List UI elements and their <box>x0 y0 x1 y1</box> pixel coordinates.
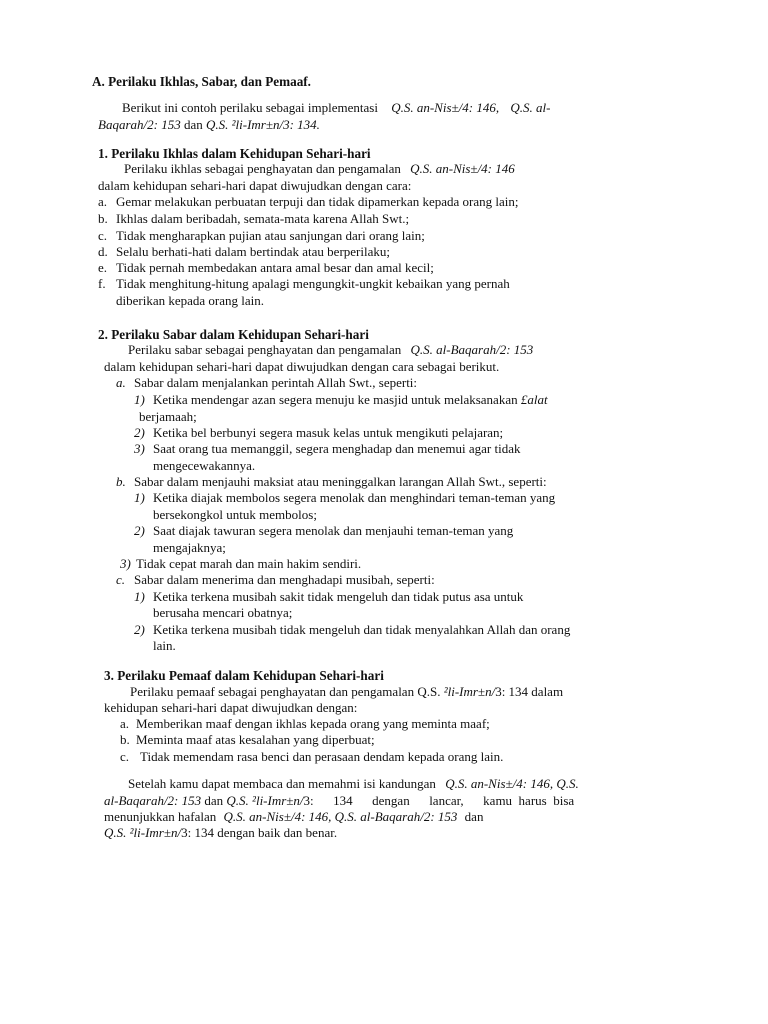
section-a-title: A. Perilaku Ikhlas, Sabar, dan Pemaaf. <box>92 74 311 89</box>
numbered-item: Ketika terkena musibah tidak mengeluh dan tidak menyalahkan Allah dan orang <box>153 622 571 637</box>
list-item-continuation: diberikan kepada orang lain. <box>116 293 264 308</box>
closing-line1 <box>128 776 579 793</box>
numbered-label: 1) <box>134 392 145 407</box>
closing-text: Setelah kamu dapat membaca dan memahmi isi kandungan <box>128 776 436 791</box>
numbered-item-text: Ketika mendengar azan segera menuju ke masjid untuk melaksanakan <box>153 392 518 407</box>
ref-ali-imran: Q.S. ²li-Imr±n/ <box>104 825 182 840</box>
ref-annisa-albaqarah: Q.S. an-Nis±/4: 146, Q.S. <box>445 776 579 791</box>
section-2-intro-line1 <box>128 342 533 359</box>
section-3-title: 3. Perilaku Pemaaf dalam Kehidupan Sehari-hari <box>104 668 384 683</box>
section-3-intro-line2: kehidupan sehari-hari dapat diwujudkan dengan: <box>104 700 358 715</box>
closing-text: menunjukkan hafalan <box>104 809 217 824</box>
numbered-label: 3) <box>120 556 131 571</box>
list-item-label: b. <box>120 732 130 747</box>
section-1-intro-line2: dalam kehidupan sehari-hari dapat diwujudkan dengan cara: <box>98 178 412 193</box>
numbered-label: 1) <box>134 490 145 505</box>
conjunction-dan: dan <box>183 117 203 132</box>
list-item: Tidak mengharapkan pujian atau sanjungan dari orang lain; <box>116 228 425 243</box>
sublist-heading: Sabar dalam menerima dan menghadapi musibah, seperti: <box>134 572 435 587</box>
ref-albaqarah: al-Baqarah/2: 153 <box>104 793 202 808</box>
numbered-item-continuation: berusaha mencari obatnya; <box>153 605 293 620</box>
list-item: Meminta maaf atas kesalahan yang diperbuat; <box>136 732 375 747</box>
section-1-title: 1. Perilaku Ikhlas dalam Kehidupan Sehari-hari <box>98 146 371 161</box>
numbered-item-continuation: berjamaah; <box>139 409 197 424</box>
sublist-label: c. <box>116 572 126 587</box>
numbered-item-continuation: mengajaknya; <box>153 540 226 555</box>
numbered-item: Saat diajak tawuran segera menolak dan menjauhi teman-teman yang <box>153 523 514 538</box>
closing-text: 3: 134 dengan lancar, kamu harus bisa <box>303 793 575 808</box>
ref-annisa: Q.S. an-Nis±/4: 146, <box>391 100 500 115</box>
ref-albaqarah-part2: Baqarah/2: 153 <box>98 117 181 132</box>
numbered-label: 1) <box>134 589 145 604</box>
numbered-item-continuation: lain. <box>153 638 176 653</box>
section-3-intro-text: Perilaku pemaaf sebagai penghayatan dan pengamalan Q.S. <box>130 684 441 699</box>
numbered-item: Ketika terkena musibah sakit tidak mengeluh dan tidak putus asa untuk <box>153 589 524 604</box>
ref-ali-imran: ²li-Imr±n/ <box>443 684 496 699</box>
ref-annisa: Q.S. an-Nis±/4: 146 <box>410 161 515 176</box>
numbered-label: 2) <box>134 523 145 538</box>
closing-line2 <box>104 793 574 810</box>
sublist-label: b. <box>116 474 126 489</box>
section-a-intro-line2 <box>98 117 320 134</box>
section-3-intro-line1 <box>130 684 563 701</box>
numbered-item-continuation: mengecewakannya. <box>153 458 256 473</box>
section-2-title: 2. Perilaku Sabar dalam Kehidupan Sehari-hari <box>98 327 369 342</box>
numbered-item: Tidak cepat marah dan main hakim sendiri. <box>136 556 362 571</box>
list-item-label: b. <box>98 211 108 226</box>
numbered-label: 2) <box>134 622 145 637</box>
list-item: Selalu berhati-hati dalam bertindak atau berperilaku; <box>116 244 390 259</box>
numbered-item <box>153 392 548 409</box>
closing-line3 <box>104 809 483 826</box>
section-1-intro-text: Perilaku ikhlas sebagai penghayatan dan pengamalan <box>124 161 401 176</box>
numbered-item: Saat orang tua memanggil, segera menghadap dan menemui agar tidak <box>153 441 521 456</box>
section-1-intro-line1 <box>124 161 515 178</box>
sublist-heading: Sabar dalam menjauhi maksiat atau meninggalkan larangan Allah Swt., seperti: <box>134 474 547 489</box>
section-2-intro-line2: dalam kehidupan sehari-hari dapat diwujudkan dengan cara sebagai berikut. <box>104 359 500 374</box>
numbered-label: 3) <box>134 441 145 456</box>
list-item: Gemar melakukan perbuatan terpuji dan tidak dipamerkan kepada orang lain; <box>116 194 519 209</box>
numbered-label: 2) <box>134 425 145 440</box>
list-item: Tidak pernah membedakan antara amal besar dan amal kecil; <box>116 260 434 275</box>
ref-annisa-albaqarah: Q.S. an-Nis±/4: 146, Q.S. al-Baqarah/2: 153 <box>223 809 458 824</box>
list-item-label: d. <box>98 244 108 259</box>
list-item: Ikhlas dalam beribadah, semata-mata karena Allah Swt.; <box>116 211 410 226</box>
list-item: Tidak menghitung-hitung apalagi mengungkit-ungkit kebaikan yang pernah <box>116 276 510 291</box>
section-3-intro-text-tail: 3: 134 dalam <box>495 684 564 699</box>
list-item-label: e. <box>98 260 108 275</box>
closing-text: 3: 134 dengan baik dan benar. <box>181 825 338 840</box>
list-item-label: a. <box>120 716 130 731</box>
term-salat: £alat <box>520 392 548 407</box>
list-item: Memberikan maaf dengan ikhlas kepada orang yang meminta maaf; <box>136 716 490 731</box>
sublist-heading: Sabar dalam menjalankan perintah Allah Swt., seperti: <box>134 375 418 390</box>
ref-ali-imran: Q.S. ²li-Imr±n/3: 134. <box>205 117 320 132</box>
numbered-item: Ketika diajak membolos segera menolak dan menghindari teman-teman yang <box>153 490 556 505</box>
sublist-label: a. <box>116 375 126 390</box>
closing-line4 <box>104 825 337 842</box>
list-item-label: c. <box>98 228 108 243</box>
section-a-intro-text: Berikut ini contoh perilaku sebagai implementasi <box>122 100 378 115</box>
section-2-intro-text: Perilaku sabar sebagai penghayatan dan pengamalan <box>128 342 402 357</box>
conjunction-dan: dan <box>464 809 484 824</box>
list-item: Tidak memendam rasa benci dan perasaan dendam kepada orang lain. <box>140 749 504 764</box>
numbered-item: Ketika bel berbunyi segera masuk kelas untuk mengikuti pelajaran; <box>153 425 504 440</box>
numbered-item-continuation: bersekongkol untuk membolos; <box>153 507 317 522</box>
list-item-label: c. <box>120 749 130 764</box>
ref-albaqarah: Q.S. al-Baqarah/2: 153 <box>410 342 534 357</box>
conjunction-dan: dan <box>204 793 224 808</box>
section-a-intro-line1 <box>122 100 550 117</box>
ref-albaqarah-part1: Q.S. al- <box>510 100 551 115</box>
ref-ali-imran: Q.S. ²li-Imr±n/ <box>226 793 304 808</box>
list-item-label: a. <box>98 194 108 209</box>
list-item-label: f. <box>98 276 106 291</box>
